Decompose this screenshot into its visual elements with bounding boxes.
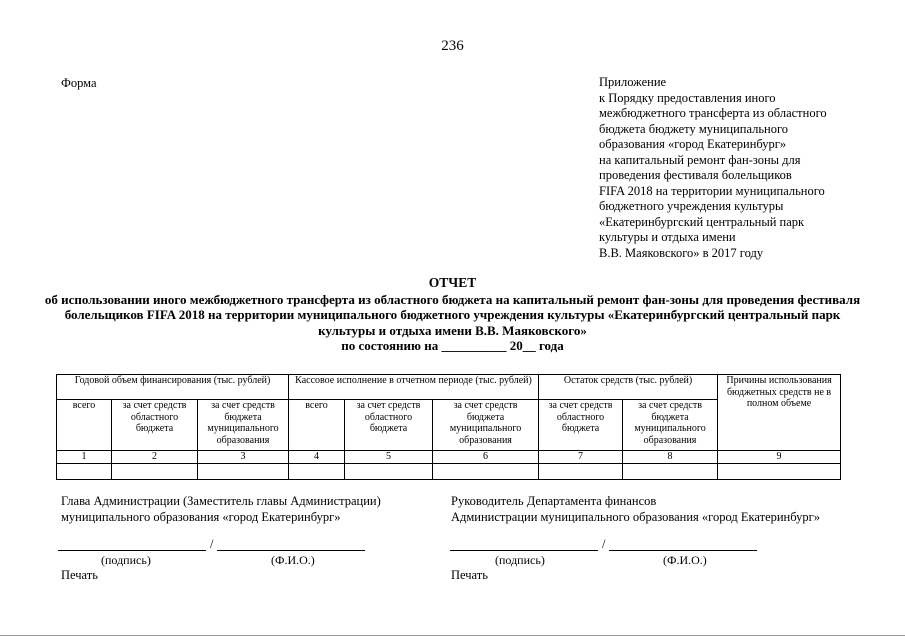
- subheader-regional-budget: за счет средств областного бюджета: [112, 400, 198, 451]
- header-funds-balance: Остаток средств (тыс. рублей): [539, 375, 718, 400]
- table-cell[interactable]: [539, 463, 623, 479]
- left-signatory-line: Глава Администрации (Заместитель главы Администрации): [61, 494, 381, 508]
- report-date-line: по состоянию на __________ 20__ года: [341, 338, 564, 353]
- report-subtitle-line: об использовании иного межбюджетного трансферта из областного бюджета на капитальный ремонт фан-зоны для проведения фестиваля: [44, 291, 861, 307]
- column-number: 7: [539, 451, 623, 464]
- table-cell[interactable]: [112, 463, 198, 479]
- subheader-total: всего: [289, 400, 345, 451]
- right-signature-caption: (подпись): [495, 553, 545, 567]
- left-stamp-label: Печать: [61, 568, 98, 582]
- table-row: [57, 463, 841, 479]
- appendix-line: к Порядку предоставления иного: [599, 90, 776, 105]
- appendix-line: «Екатеринбургский центральный парк: [599, 214, 805, 229]
- right-signatory-line: Руководитель Департамента финансов: [451, 494, 657, 508]
- report-subtitle-line: болельщиков FIFA 2018 на территории муниципального бюджетного учреждения культуры «Екатеринбургский центральный парк: [64, 307, 841, 322]
- table-cell[interactable]: [289, 463, 345, 479]
- column-number: 9: [718, 451, 841, 464]
- subheader-regional-budget: за счет средств областного бюджета: [345, 400, 433, 451]
- appendix-line: Приложение: [599, 75, 667, 89]
- column-number: 5: [345, 451, 433, 464]
- appendix-note: [599, 75, 879, 261]
- left-signature-line: [58, 537, 365, 551]
- appendix-line: культуры и отдыха имени: [599, 230, 736, 244]
- right-name-caption: (Ф.И.О.): [663, 553, 707, 567]
- subheader-regional-budget: за счет средств областного бюджета: [539, 400, 623, 451]
- appendix-line: бюджета бюджету муниципального: [599, 121, 789, 136]
- left-signature-field[interactable]: [58, 537, 206, 551]
- appendix-line: В.В. Маяковского» в 2017 году: [599, 245, 764, 260]
- form-label: Форма: [61, 76, 97, 90]
- report-title: ОТЧЕТ: [428, 275, 477, 290]
- slash: /: [210, 537, 214, 551]
- report-subtitle-line: культуры и отдыха имени В.В. Маяковского»: [318, 322, 587, 338]
- header-cash-execution: Кассовое исполнение в отчетном периоде (тыс. рублей): [289, 375, 539, 400]
- subheader-total: всего: [57, 400, 112, 451]
- left-signature-caption: (подпись): [101, 553, 151, 567]
- right-signatory-line: Администрации муниципального образования «город Екатеринбург»: [451, 509, 821, 524]
- header-reasons: Причины использования бюджетных средств не в полном объеме: [718, 375, 841, 451]
- appendix-line: образования «город Екатеринбург»: [599, 137, 787, 151]
- report-heading: [0, 275, 905, 354]
- appendix-line: бюджетного учреждения культуры: [599, 199, 784, 213]
- appendix-line: FIFA 2018 на территории муниципального: [599, 183, 825, 198]
- header-annual-financing: Годовой объем финансирования (тыс. рублей): [57, 375, 289, 400]
- appendix-line: проведения фестиваля болельщиков: [599, 168, 792, 182]
- right-signature-field[interactable]: [450, 537, 598, 551]
- table-cell[interactable]: [718, 463, 841, 479]
- appendix-line: на капитальный ремонт фан-зоны для: [599, 152, 801, 167]
- column-number: 3: [198, 451, 289, 464]
- page-number: 236: [441, 38, 464, 54]
- column-number: 6: [433, 451, 539, 464]
- right-name-field[interactable]: [609, 537, 757, 551]
- slash: /: [602, 537, 606, 551]
- table-cell[interactable]: [345, 463, 433, 479]
- page-bottom-rule: [0, 635, 905, 636]
- table-cell[interactable]: [433, 463, 539, 479]
- table-cell[interactable]: [198, 463, 289, 479]
- left-name-field[interactable]: [217, 537, 365, 551]
- right-stamp-label: Печать: [451, 568, 488, 582]
- right-signatory: [451, 494, 820, 525]
- column-number: 8: [623, 451, 718, 464]
- right-signature-line: [450, 537, 757, 551]
- left-signatory: [61, 494, 381, 525]
- subheader-municipal-budget: за счет средств бюджета муниципального образования: [623, 400, 718, 451]
- report-table: [56, 374, 841, 480]
- table-cell[interactable]: [57, 463, 112, 479]
- column-number: 4: [289, 451, 345, 464]
- column-number: 1: [57, 451, 112, 464]
- left-signatory-line: муниципального образования «город Екатеринбург»: [61, 509, 341, 524]
- column-number: 2: [112, 451, 198, 464]
- subheader-municipal-budget: за счет средств бюджета муниципального образования: [198, 400, 289, 451]
- left-name-caption: (Ф.И.О.): [271, 553, 315, 567]
- table-cell[interactable]: [623, 463, 718, 479]
- appendix-line: межбюджетного трансферта из областного: [599, 106, 827, 120]
- subheader-municipal-budget: за счет средств бюджета муниципального образования: [433, 400, 539, 451]
